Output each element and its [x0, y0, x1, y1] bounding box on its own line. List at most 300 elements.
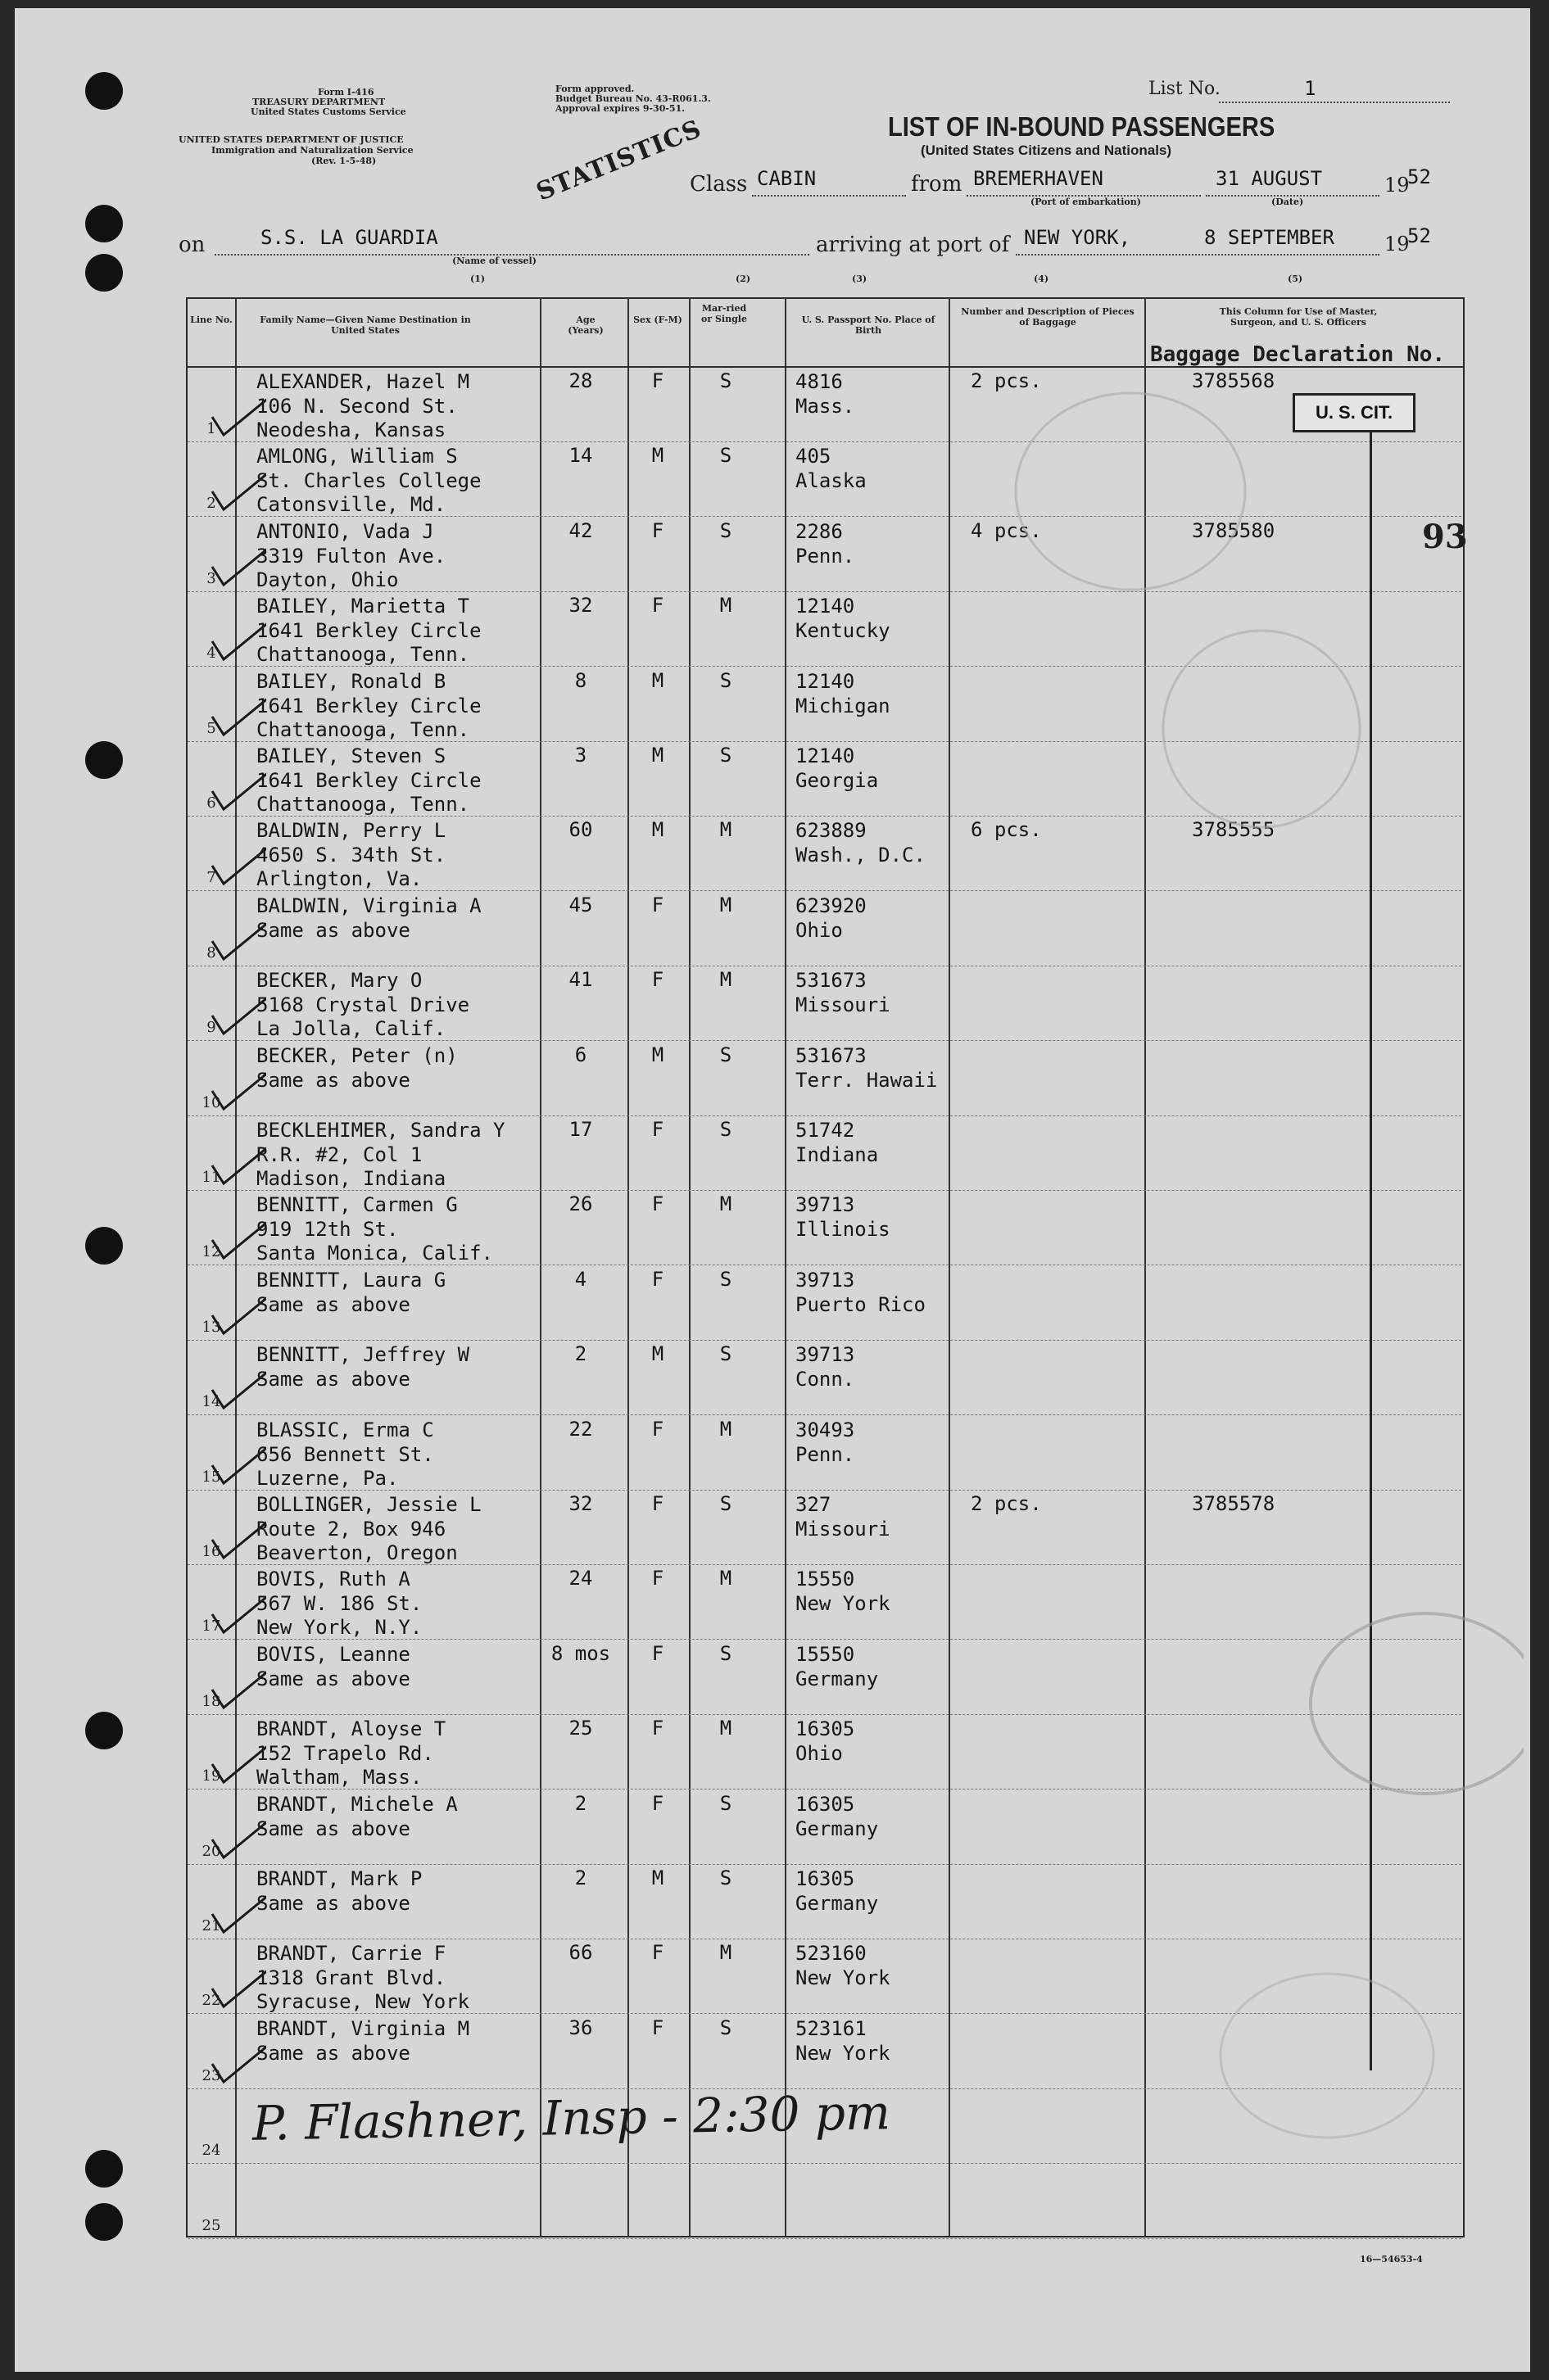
dept-justice-sub: Immigration and Naturalization Service	[211, 145, 414, 156]
passenger-sex: F	[651, 2016, 664, 2039]
passenger-sex: M	[651, 1043, 664, 1066]
passenger-address-line: Catonsville, Md.	[256, 493, 446, 517]
check-mark-icon	[209, 1365, 266, 1414]
passenger-name: BRANDT, Michele A	[256, 1792, 458, 1816]
passport-number: 16305	[795, 1867, 855, 1890]
check-mark-icon	[209, 1515, 266, 1564]
passenger-age: 45	[568, 893, 593, 916]
passenger-address-line: 919 12th St.	[256, 1218, 399, 1242]
col-header-officers: This Column for Use of Master, Surgeon, and U. S. Officers	[1219, 306, 1378, 328]
baggage-declaration-no: 3785555	[1192, 818, 1275, 842]
table-row	[188, 1790, 1461, 1865]
table-row	[188, 1491, 1461, 1565]
passenger-sex: F	[651, 1267, 664, 1291]
line-number: 11	[202, 1169, 221, 1186]
passport-number: 30493	[795, 1418, 855, 1441]
line-number: 5	[206, 719, 216, 737]
check-mark-icon	[209, 1964, 266, 2013]
passenger-sex: F	[651, 1492, 664, 1515]
passenger-name: BENNITT, Laura G	[256, 1268, 446, 1292]
us-cit-stamp: U. S. CIT.	[1293, 393, 1415, 432]
passport-number: 51742	[795, 1119, 855, 1142]
marital-status: S	[719, 668, 732, 692]
line-number: 10	[202, 1093, 221, 1111]
passenger-address-line: Syracuse, New York	[256, 1990, 470, 2014]
check-mark-icon	[209, 1291, 266, 1340]
table-row	[188, 1565, 1461, 1640]
arriving-label: arriving at port of	[816, 233, 1010, 257]
passenger-age: 8	[574, 668, 587, 692]
check-mark-icon	[209, 692, 266, 741]
passport-number: 327	[795, 1493, 831, 1516]
place-of-birth: Alaska	[795, 469, 867, 493]
passenger-sex: M	[651, 444, 664, 468]
line-number: 6	[206, 794, 216, 812]
place-of-birth: Germany	[795, 1817, 879, 1840]
baggage-declaration-no: 3785580	[1192, 518, 1275, 542]
col-header-sex: Sex (F-M)	[633, 314, 682, 325]
check-mark-icon	[209, 2039, 266, 2088]
passenger-sex: F	[651, 369, 664, 392]
passenger-age: 2	[574, 1791, 587, 1815]
marital-status: S	[719, 1791, 732, 1815]
line-number: 9	[206, 1019, 216, 1037]
binder-hole	[85, 205, 123, 242]
passenger-sex: F	[651, 1417, 664, 1441]
binder-hole	[85, 254, 123, 292]
passenger-address-line: Neodesha, Kansas	[256, 419, 446, 441]
passenger-address-line: 1641 Berkley Circle	[256, 769, 482, 792]
passport-number: 12140	[795, 744, 855, 767]
passenger-address-line: R.R. #2, Col 1	[256, 1143, 423, 1166]
margin-number: 93	[1422, 518, 1468, 556]
passenger-age: 41	[568, 968, 593, 992]
passenger-age: 36	[568, 2016, 593, 2039]
passenger-address-line: La Jolla, Calif.	[256, 1017, 446, 1041]
list-no-value: 1	[1304, 77, 1316, 100]
col-num: (2)	[736, 274, 751, 284]
passenger-age: 14	[568, 444, 593, 468]
place-of-birth: New York	[795, 1592, 890, 1616]
binder-hole	[85, 2203, 123, 2241]
passenger-age: 26	[568, 1192, 593, 1216]
passenger-address-line: Santa Monica, Calif.	[256, 1242, 493, 1265]
baggage-pieces: 2 pcs.	[971, 369, 1042, 392]
check-mark-icon	[209, 1665, 266, 1714]
passenger-address-line: Same as above	[256, 1368, 410, 1391]
statistics-stamp: STATISTICS	[532, 114, 706, 207]
faint-date-stamp	[1204, 1966, 1450, 2146]
col-header-name: Family Name—Given Name Destination in United States	[260, 314, 471, 336]
passport-number: 16305	[795, 1717, 855, 1741]
passenger-age: 32	[568, 594, 593, 618]
table-row	[188, 1341, 1461, 1415]
line-number: 23	[202, 2066, 221, 2084]
marital-status: M	[719, 818, 732, 842]
marital-status: M	[719, 1941, 732, 1965]
passenger-address-line: Waltham, Mass.	[256, 1766, 423, 1790]
passenger-name: BOVIS, Ruth A	[256, 1568, 410, 1591]
binder-hole	[85, 2150, 123, 2188]
embarkation-date: 31 AUGUST	[1216, 167, 1323, 190]
passenger-name: BOVIS, Leanne	[256, 1642, 410, 1666]
marital-status: S	[719, 1492, 732, 1515]
place-of-birth: Kentucky	[795, 619, 890, 643]
passenger-address-line: Same as above	[256, 1892, 410, 1915]
place-of-birth: Indiana	[795, 1143, 879, 1166]
passenger-address-line: 5168 Crystal Drive	[256, 993, 470, 1017]
place-of-birth: Ohio	[795, 1742, 843, 1766]
passport-number: 16305	[795, 1792, 855, 1816]
passenger-address-line: Luzerne, Pa.	[256, 1466, 399, 1490]
col-header-passport: U. S. Passport No. Place of Birth	[801, 314, 935, 336]
line-number: 19	[202, 1767, 221, 1785]
port-embarkation-caption: (Port of embarkation)	[1030, 197, 1141, 207]
page-title: LIST OF IN-BOUND PASSENGERS	[888, 111, 1275, 142]
passenger-age: 32	[568, 1492, 593, 1515]
passenger-name: BLASSIC, Erma C	[256, 1418, 434, 1441]
passenger-name: BRANDT, Aloyse T	[256, 1717, 446, 1741]
marital-status: S	[719, 1043, 732, 1066]
place-of-birth: Wash., D.C.	[795, 844, 926, 867]
binder-hole	[85, 741, 123, 779]
passenger-name: BECKER, Mary O	[256, 969, 423, 993]
place-of-birth: Conn.	[795, 1368, 855, 1391]
marital-status: M	[719, 594, 732, 618]
passenger-name: BALDWIN, Virginia A	[256, 894, 482, 917]
passenger-age: 22	[568, 1417, 593, 1441]
check-mark-icon	[209, 767, 266, 816]
place-of-birth: Missouri	[795, 1518, 890, 1541]
date-caption: (Date)	[1271, 197, 1304, 207]
passport-number: 623920	[795, 894, 867, 917]
faint-inspection-stamp	[999, 369, 1261, 614]
check-mark-icon	[209, 1215, 266, 1265]
marital-status: S	[719, 1342, 732, 1366]
table-row	[188, 1116, 1461, 1191]
table-row	[188, 1042, 1461, 1116]
binder-hole	[85, 1227, 123, 1265]
place-of-birth: New York	[795, 1966, 890, 1990]
dept-treasury: TREASURY DEPARTMENT	[252, 97, 386, 107]
passenger-age: 60	[568, 818, 593, 842]
on-label: on	[179, 233, 206, 257]
marital-status: S	[719, 1118, 732, 1141]
passenger-age: 8 mos	[550, 1641, 611, 1665]
passenger-sex: F	[651, 1641, 664, 1665]
col-num: (5)	[1288, 274, 1303, 284]
passenger-sex: M	[651, 668, 664, 692]
from-year-prefix: 19	[1384, 174, 1410, 197]
form-revision: (Rev. 1-5-48)	[311, 156, 377, 166]
passenger-sex: F	[651, 968, 664, 992]
check-mark-icon	[209, 1441, 266, 1490]
passenger-name: BRANDT, Virginia M	[256, 2016, 470, 2040]
passenger-sex: F	[651, 1192, 664, 1216]
passport-number: 12140	[795, 669, 855, 693]
table-row	[188, 1416, 1461, 1491]
line-number: 3	[206, 569, 216, 587]
from-year-suffix: 52	[1407, 165, 1431, 188]
passenger-age: 6	[574, 1043, 587, 1066]
line-number: 18	[202, 1692, 221, 1710]
marital-status: M	[719, 1417, 732, 1441]
line-number: 1	[206, 420, 216, 437]
passport-number: 531673	[795, 969, 867, 993]
passenger-age: 3	[574, 744, 587, 767]
passport-number: 2286	[795, 519, 843, 543]
passenger-name: BAILEY, Ronald B	[256, 669, 446, 693]
passenger-age: 17	[568, 1118, 593, 1141]
table-row	[188, 1715, 1461, 1790]
line-number: 4	[206, 645, 216, 663]
baggage-pieces: 4 pcs.	[971, 518, 1042, 542]
place-of-birth: Illinois	[795, 1218, 890, 1242]
col-header-married: Mar-ried or Single	[701, 303, 747, 324]
passport-number: 531673	[795, 1043, 867, 1067]
passenger-sex: M	[651, 1866, 664, 1889]
passenger-address-line: Same as above	[256, 1667, 410, 1690]
check-mark-icon	[209, 916, 266, 966]
passenger-name: BALDWIN, Perry L	[256, 819, 446, 843]
passenger-age: 42	[568, 518, 593, 542]
line-number: 16	[202, 1543, 221, 1560]
line-number: 25	[202, 2216, 221, 2234]
marital-status: S	[719, 1866, 732, 1889]
passport-number: 523161	[795, 2016, 867, 2040]
passenger-name: ALEXANDER, Hazel M	[256, 370, 470, 393]
passenger-address-line: St. Charles College	[256, 469, 482, 493]
line-number: 17	[202, 1618, 221, 1636]
dept-justice: UNITED STATES DEPARTMENT OF JUSTICE	[179, 134, 404, 145]
marital-status: S	[719, 2016, 732, 2039]
passenger-address-line: Arlington, Va.	[256, 867, 423, 891]
check-mark-icon	[209, 617, 266, 666]
passenger-name: BRANDT, Mark P	[256, 1867, 423, 1890]
place-of-birth: Germany	[795, 1892, 879, 1915]
place-of-birth: Georgia	[795, 769, 879, 792]
passenger-address-line: 1318 Grant Blvd.	[256, 1966, 446, 1990]
passenger-address-line: 567 W. 186 St.	[256, 1592, 423, 1616]
passenger-address-line: 1641 Berkley Circle	[256, 619, 482, 643]
passenger-address-line: New York, N.Y.	[256, 1616, 423, 1640]
marital-status: M	[719, 1192, 732, 1216]
passenger-address-line: Chattanooga, Tenn.	[256, 643, 470, 667]
arrival-date: 8 SEPTEMBER	[1204, 226, 1334, 249]
from-label: from	[911, 172, 962, 197]
check-mark-icon	[209, 1590, 266, 1639]
passport-number: 15550	[795, 1642, 855, 1666]
passenger-name: BAILEY, Marietta T	[256, 595, 470, 618]
passenger-address-line: Same as above	[256, 2041, 410, 2065]
baggage-declaration-no: 3785578	[1192, 1492, 1275, 1515]
passenger-age: 2	[574, 1866, 587, 1889]
passenger-address-line: Dayton, Ohio	[256, 568, 399, 591]
passenger-age: 2	[574, 1342, 587, 1366]
passenger-address-line: 152 Trapelo Rd.	[256, 1742, 434, 1766]
col-num: (1)	[470, 274, 486, 284]
passenger-address-line: Same as above	[256, 1817, 410, 1840]
passport-number: 4816	[795, 370, 843, 393]
passenger-sex: F	[651, 518, 664, 542]
passenger-name: BOLLINGER, Jessie L	[256, 1493, 482, 1516]
passenger-name: BENNITT, Jeffrey W	[256, 1343, 470, 1367]
passenger-address-line: Same as above	[256, 918, 410, 942]
passenger-address-line: Same as above	[256, 1068, 410, 1092]
passenger-age: 4	[574, 1267, 587, 1291]
table-row	[188, 1640, 1461, 1715]
line-number: 13	[202, 1318, 221, 1336]
embarkation-port: BREMERHAVEN	[973, 167, 1103, 190]
line-number: 2	[206, 495, 216, 513]
table-row	[188, 442, 1461, 517]
passenger-age: 24	[568, 1567, 593, 1590]
faint-service-stamp	[1278, 1605, 1524, 1802]
check-mark-icon	[209, 991, 266, 1040]
passenger-sex: F	[651, 1717, 664, 1740]
passenger-address-line: 4650 S. 34th St.	[256, 844, 446, 867]
table-row	[188, 892, 1461, 966]
marital-status: S	[719, 444, 732, 468]
arrival-year-suffix: 52	[1407, 224, 1431, 247]
line-number: 14	[202, 1393, 221, 1411]
table-row	[188, 1191, 1461, 1265]
approval-line: Approval expires 9-30-51.	[555, 103, 686, 114]
baggage-pieces: 6 pcs.	[971, 818, 1042, 842]
col-num: (3)	[852, 274, 867, 284]
binder-hole	[85, 72, 123, 110]
passenger-address-line: 106 N. Second St.	[256, 395, 458, 418]
inspector-signature: P. Flashner, Insp - 2:30 pm	[251, 2084, 891, 2152]
passenger-address-line: 656 Bennett St.	[256, 1442, 434, 1466]
passport-number: 39713	[795, 1193, 855, 1217]
form-number: Form I-416	[318, 87, 374, 97]
col-header-age: Age (Years)	[568, 314, 604, 336]
marital-status: M	[719, 893, 732, 916]
list-no-label: List No.	[1148, 79, 1221, 99]
col-num: (4)	[1034, 274, 1049, 284]
marital-status: S	[719, 744, 732, 767]
footer-code: 16—54653-4	[1360, 2254, 1423, 2265]
place-of-birth: Terr. Hawaii	[795, 1068, 938, 1092]
marital-status: S	[719, 1641, 732, 1665]
check-mark-icon	[209, 467, 266, 516]
passenger-sex: F	[651, 893, 664, 916]
check-mark-icon	[209, 1740, 266, 1789]
passport-number: 15550	[795, 1568, 855, 1591]
table-row	[188, 1865, 1461, 1939]
passenger-sex: F	[651, 594, 664, 618]
class-value: CABIN	[757, 167, 817, 190]
marital-status: S	[719, 369, 732, 392]
passenger-sex: M	[651, 744, 664, 767]
line-number: 12	[202, 1243, 221, 1261]
baggage-pieces: 2 pcs.	[971, 1492, 1042, 1515]
line-number: 7	[206, 869, 216, 887]
passenger-address-line: Route 2, Box 946	[256, 1518, 446, 1541]
passenger-age: 28	[568, 369, 593, 392]
passenger-name: BECKLEHIMER, Sandra Y	[256, 1119, 505, 1142]
passport-number: 39713	[795, 1268, 855, 1292]
passport-number: 523160	[795, 1942, 867, 1966]
place-of-birth: Ohio	[795, 918, 843, 942]
row-divider	[188, 2238, 1461, 2239]
check-mark-icon	[209, 392, 266, 441]
table-row	[188, 2165, 1461, 2239]
place-of-birth: Penn.	[795, 1442, 855, 1466]
passenger-address-line: Chattanooga, Tenn.	[256, 717, 470, 741]
passenger-address-line: 3319 Fulton Ave.	[256, 544, 446, 568]
line-number: 20	[202, 1842, 221, 1860]
page-subtitle: (United States Citizens and Nationals)	[921, 143, 1172, 158]
check-mark-icon	[209, 1815, 266, 1864]
col-header-line-no: Line No.	[190, 314, 233, 325]
place-of-birth: Mass.	[795, 395, 855, 418]
place-of-birth: Missouri	[795, 993, 890, 1017]
vessel-caption: (Name of vessel)	[452, 256, 537, 266]
place-of-birth: Penn.	[795, 544, 855, 568]
place-of-birth: Germany	[795, 1667, 879, 1690]
passenger-age: 25	[568, 1717, 593, 1740]
check-mark-icon	[209, 1066, 266, 1115]
approval-line: Form approved.	[555, 84, 635, 94]
table-row	[188, 368, 1461, 442]
passenger-sex: F	[651, 1791, 664, 1815]
line-number: 22	[202, 1992, 221, 2010]
marital-status: M	[719, 968, 732, 992]
place-of-birth: New York	[795, 2041, 890, 2065]
check-mark-icon	[209, 1141, 266, 1190]
passenger-address-line: Beaverton, Oregon	[256, 1541, 458, 1564]
passport-number: 12140	[795, 595, 855, 618]
passport-number: 405	[795, 445, 831, 468]
class-label: Class	[690, 172, 748, 197]
passenger-address-line: Madison, Indiana	[256, 1167, 446, 1190]
col-header-baggage: Number and Description of Pieces of Baggage	[961, 306, 1135, 328]
passenger-name: BAILEY, Steven S	[256, 744, 446, 767]
place-of-birth: Puerto Rico	[795, 1292, 926, 1316]
passenger-name: BECKER, Peter (n)	[256, 1043, 458, 1067]
binder-hole	[85, 1712, 123, 1749]
col-header-baggage-declaration: Baggage Declaration No.	[1150, 342, 1446, 367]
table-row	[188, 1266, 1461, 1341]
passenger-sex: M	[651, 818, 664, 842]
baggage-declaration-no: 3785568	[1192, 369, 1275, 392]
place-of-birth: Michigan	[795, 694, 890, 717]
passport-number: 623889	[795, 819, 867, 843]
passport-number: 39713	[795, 1343, 855, 1367]
passenger-name: AMLONG, William S	[256, 445, 458, 468]
passenger-age: 66	[568, 1941, 593, 1965]
faint-inspection-stamp	[1130, 606, 1393, 852]
passenger-name: BRANDT, Carrie F	[256, 1942, 446, 1966]
passenger-address-line: Chattanooga, Tenn.	[256, 793, 470, 816]
line-number: 21	[202, 1917, 221, 1934]
vessel-name: S.S. LA GUARDIA	[260, 226, 438, 249]
passenger-address-line: 1641 Berkley Circle	[256, 694, 482, 717]
passenger-name: BENNITT, Carmen G	[256, 1193, 458, 1217]
passenger-sex: M	[651, 1342, 664, 1366]
passenger-sex: F	[651, 1118, 664, 1141]
table-row	[188, 518, 1461, 592]
approval-line: Budget Bureau No. 43-R061.3.	[555, 93, 711, 104]
marital-status: S	[719, 518, 732, 542]
marital-status: M	[719, 1567, 732, 1590]
arrival-year-prefix: 19	[1384, 233, 1410, 256]
check-mark-icon	[209, 1889, 266, 1939]
passenger-sex: F	[651, 1941, 664, 1965]
marital-status: S	[719, 1267, 732, 1291]
